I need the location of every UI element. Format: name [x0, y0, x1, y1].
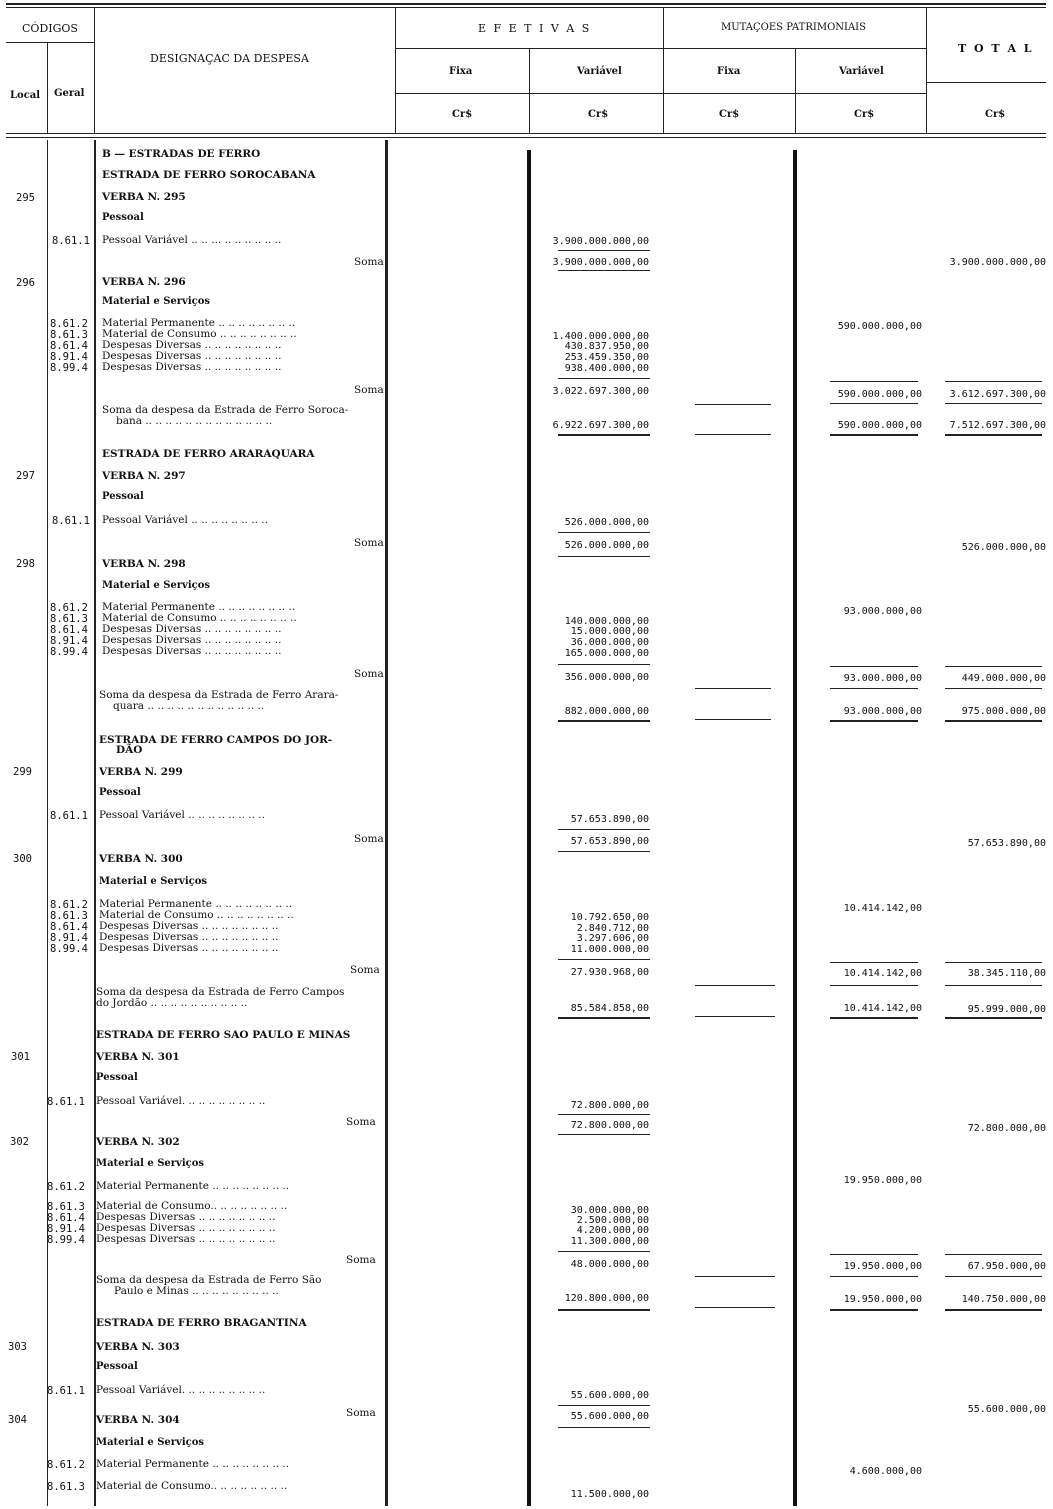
item-label: Despesas Diversas .. .. .. .. .. .. .. ..: [99, 931, 279, 943]
efetiva-variavel-value: 3.297.606,00: [576, 933, 649, 944]
soma-label: Soma: [346, 1407, 376, 1419]
mutacao-variavel-value: 93.000.000,00: [843, 606, 922, 617]
header-mutacoes: MUTAÇOES PATRIMONIAIS: [721, 22, 866, 33]
item-label: Despesas Diversas .. .. .. .. .. .. .. ..: [102, 645, 282, 657]
category-label: Pessoal: [96, 1072, 138, 1083]
total-value: 95.999.000,00: [967, 1004, 1046, 1015]
efetiva-variavel-value: 2.500.000,00: [576, 1215, 649, 1226]
item-label: Pessoal Variável .. .. .. .. .. .. .. ..: [102, 514, 268, 526]
total-value: 975.000.000,00: [961, 706, 1046, 717]
efetiva-variavel-value: 6.922.697.300,00: [552, 420, 649, 431]
geral-code: 8.99.4: [50, 646, 88, 658]
railway-heading: ESTRADA DE FERRO SOROCABANA: [102, 169, 316, 181]
item-label: Material Permanente .. .. .. .. .. .. .. ..: [102, 601, 296, 613]
mutacao-variavel-value: 19.950.000,00: [843, 1294, 922, 1305]
efetiva-variavel-value: 36.000.000,00: [570, 637, 649, 648]
total-value: 67.950.000,00: [967, 1261, 1046, 1272]
local-code: 301: [11, 1051, 30, 1063]
category-label: Material e Serviços: [99, 876, 208, 887]
geral-code: 8.61.4: [50, 624, 88, 636]
item-label: Despesas Diversas .. .. .. .. .. .. .. ..: [102, 634, 282, 646]
geral-code: 8.61.3: [47, 1201, 85, 1213]
soma-label: Soma: [354, 537, 384, 549]
efetiva-variavel-value: 55.600.000,00: [570, 1390, 649, 1401]
geral-code: 8.99.4: [50, 943, 88, 955]
local-code: 298: [16, 558, 35, 570]
geral-code: 8.91.4: [50, 932, 88, 944]
item-label: Material Permanente .. .. .. .. .. .. .. ..: [102, 317, 296, 329]
subtotal-label-line2: bana .. .. .. .. .. .. .. .. .. .. .. .. ..: [116, 415, 273, 427]
category-label: Pessoal: [99, 787, 141, 798]
verba-label: VERBA N. 296: [102, 276, 186, 288]
efetiva-variavel-value: 72.800.000,00: [570, 1100, 649, 1111]
railway-heading-line1: ESTRADA DE FERRO CAMPOS DO JOR-: [99, 734, 333, 746]
verba-label: VERBA N. 304: [96, 1414, 180, 1426]
geral-code: 8.99.4: [50, 362, 88, 374]
efetiva-variavel-value: 430.837.950,00: [564, 341, 649, 352]
verba-label: VERBA N. 298: [102, 558, 186, 570]
geral-code: 8.61.1: [47, 1096, 85, 1108]
item-label: Material de Consumo .. .. .. .. .. .. .. ..: [99, 909, 294, 921]
efetiva-variavel-value: 2.840.712,00: [576, 923, 649, 934]
total-value: 3.612.697.300,00: [949, 389, 1046, 400]
item-label: Material Permanente .. .. .. .. .. .. .. ..: [99, 898, 293, 910]
local-code: 304: [8, 1414, 27, 1426]
efetiva-variavel-value: 55.600.000,00: [570, 1411, 649, 1422]
verba-label: VERBA N. 302: [96, 1136, 180, 1148]
railway-heading: ESTRADA DE FERRO ARARAQUARA: [102, 448, 315, 460]
geral-code: 8.61.4: [47, 1212, 85, 1224]
local-code: 297: [16, 470, 35, 482]
geral-code: 8.61.4: [50, 340, 88, 352]
railway-heading: ESTRADA DE FERRO BRAGANTINA: [96, 1317, 307, 1329]
verba-label: VERBA N. 297: [102, 470, 186, 482]
subtotal-label-line1: Soma da despesa da Estrada de Ferro Soroca-: [102, 404, 349, 416]
currency-efetivas-variavel: Cr$: [588, 109, 609, 120]
geral-code: 8.61.3: [50, 613, 88, 625]
category-label: Pessoal: [102, 212, 144, 223]
mutacao-variavel-value: 93.000.000,00: [843, 673, 922, 684]
soma-label: Soma: [354, 833, 384, 845]
subtotal-label-line1: Soma da despesa da Estrada de Ferro Campos: [96, 986, 345, 998]
currency-efetivas-fixa: Cr$: [452, 109, 473, 120]
efetiva-variavel-value: 57.653.890,00: [570, 814, 649, 825]
efetiva-variavel-value: 11.000.000,00: [570, 944, 649, 955]
item-label: Pessoal Variável .. .. .. .. .. .. .. ..: [99, 809, 265, 821]
total-value: 38.345.110,00: [967, 968, 1046, 979]
local-code: 302: [10, 1136, 29, 1148]
efetiva-variavel-value: 526.000.000,00: [564, 517, 649, 528]
geral-code: 8.61.3: [50, 910, 88, 922]
mutacao-variavel-value: 590.000.000,00: [837, 389, 922, 400]
verba-label: VERBA N. 295: [102, 191, 186, 203]
efetiva-variavel-value: 526.000.000,00: [564, 540, 649, 551]
item-label: Despesas Diversas .. .. .. .. .. .. .. ..: [96, 1222, 276, 1234]
total-value: 7.512.697.300,00: [949, 420, 1046, 431]
soma-label: Soma: [354, 384, 384, 396]
category-label: Material e Serviços: [96, 1158, 205, 1169]
local-code: 300: [13, 853, 32, 865]
soma-label: Soma: [354, 668, 384, 680]
total-value: 449.000.000,00: [961, 673, 1046, 684]
item-label: Despesas Diversas .. .. .. .. .. .. .. ..: [102, 623, 282, 635]
geral-code: 8.91.4: [50, 351, 88, 363]
efetiva-variavel-value: 30.000.000,00: [570, 1205, 649, 1216]
mutacao-variavel-value: 19.950.000,00: [843, 1261, 922, 1272]
category-label: Material e Serviços: [102, 580, 211, 591]
item-label: Material Permanente .. .. .. .. .. .. .. ..: [96, 1180, 290, 1192]
item-label: Pessoal Variável. .. .. .. .. .. .. .. ..: [96, 1384, 266, 1396]
total-value: 3.900.000.000,00: [949, 257, 1046, 268]
category-label: Pessoal: [96, 1361, 138, 1372]
local-code: 296: [16, 277, 35, 289]
geral-code: 8.61.1: [50, 810, 88, 822]
verba-label: VERBA N. 299: [99, 766, 183, 778]
efetiva-variavel-value: 72.800.000,00: [570, 1120, 649, 1131]
efetiva-variavel-value: 57.653.890,00: [570, 836, 649, 847]
header-efetivas-variavel: Variável: [577, 66, 622, 77]
category-label: Material e Serviços: [102, 296, 211, 307]
geral-code: 8.61.2: [50, 318, 88, 330]
category-label: Pessoal: [102, 491, 144, 502]
efetiva-variavel-value: 253.459.350,00: [564, 352, 649, 363]
currency-mutacoes-variavel: Cr$: [854, 109, 875, 120]
mutacao-variavel-value: 590.000.000,00: [837, 420, 922, 431]
railway-heading-line2: DÃO: [116, 744, 143, 756]
subtotal-label-line1: Soma da despesa da Estrada de Ferro São: [96, 1274, 322, 1286]
geral-code: 8.61.1: [52, 235, 90, 247]
efetiva-variavel-value: 11.300.000,00: [570, 1236, 649, 1247]
item-label: Material de Consumo .. .. .. .. .. .. .. ..: [102, 612, 297, 624]
soma-label: Soma: [346, 1116, 376, 1128]
geral-code: 8.61.1: [52, 515, 90, 527]
item-label: Despesas Diversas .. .. .. .. .. .. .. ..: [96, 1233, 276, 1245]
total-value: 57.653.890,00: [967, 838, 1046, 849]
efetiva-variavel-value: 11.500.000,00: [570, 1489, 649, 1500]
efetiva-variavel-value: 938.400.000,00: [564, 363, 649, 374]
efetiva-variavel-value: 15.000.000,00: [570, 626, 649, 637]
section-title: B — ESTRADAS DE FERRO: [102, 148, 261, 160]
item-label: Material de Consumo .. .. .. .. .. .. .. ..: [102, 328, 297, 340]
efetiva-variavel-value: 48.000.000,00: [570, 1259, 649, 1270]
mutacao-variavel-value: 10.414.142,00: [843, 968, 922, 979]
header-geral: Geral: [54, 88, 85, 99]
geral-code: 8.61.3: [47, 1481, 85, 1493]
geral-code: 8.61.3: [50, 329, 88, 341]
item-label: Material Permanente .. .. .. .. .. .. .. ..: [96, 1458, 290, 1470]
subtotal-label-line2: Paulo e Minas .. .. .. .. .. .. .. .. ..: [114, 1285, 279, 1297]
item-label: Pessoal Variável .. .. ... .. .. .. .. .. ..: [102, 234, 282, 246]
mutacao-variavel-value: 590.000.000,00: [837, 321, 922, 332]
local-code: 295: [16, 192, 35, 204]
mutacao-variavel-value: 10.414.142,00: [843, 903, 922, 914]
subtotal-label-line2: do Jordão .. .. .. .. .. .. .. .. .. ..: [96, 997, 248, 1009]
header-efetivas: E F E T I V A S: [478, 22, 592, 35]
item-label: Despesas Diversas .. .. .. .. .. .. .. ..: [99, 920, 279, 932]
item-label: Despesas Diversas .. .. .. .. .. .. .. ..: [102, 350, 282, 362]
item-label: Pessoal Variável. .. .. .. .. .. .. .. ..: [96, 1095, 266, 1107]
subtotal-label-line2: quara .. .. .. .. .. .. .. .. .. .. .. ..: [113, 700, 265, 712]
geral-code: 8.61.2: [50, 602, 88, 614]
item-label: Despesas Diversas .. .. .. .. .. .. .. ..: [102, 339, 282, 351]
geral-code: 8.99.4: [47, 1234, 85, 1246]
item-label: Despesas Diversas .. .. .. .. .. .. .. ..: [99, 942, 279, 954]
soma-label: Soma: [346, 1254, 376, 1266]
efetiva-variavel-value: 3.900.000.000,00: [552, 236, 649, 247]
soma-label: Soma: [350, 964, 380, 976]
mutacao-variavel-value: 4.600.000,00: [849, 1466, 922, 1477]
mutacao-variavel-value: 10.414.142,00: [843, 1003, 922, 1014]
header-efetivas-fixa: Fixa: [449, 66, 473, 77]
efetiva-variavel-value: 4.200.000,00: [576, 1225, 649, 1236]
header-mutacoes-variavel: Variável: [839, 66, 884, 77]
geral-code: 8.61.2: [50, 899, 88, 911]
mutacao-variavel-value: 19.950.000,00: [843, 1175, 922, 1186]
total-value: 72.800.000,00: [967, 1123, 1046, 1134]
verba-label: VERBA N. 301: [96, 1051, 180, 1063]
total-value: 55.600.000,00: [967, 1404, 1046, 1415]
efetiva-variavel-value: 140.000.000,00: [564, 616, 649, 627]
item-label: Material de Consumo.. .. .. .. .. .. .. ..: [96, 1200, 288, 1212]
header-mutacoes-fixa: Fixa: [717, 66, 741, 77]
subtotal-label-line1: Soma da despesa da Estrada de Ferro Arara-: [99, 689, 339, 701]
item-label: Despesas Diversas .. .. .. .. .. .. .. ..: [102, 361, 282, 373]
railway-heading: ESTRADA DE FERRO SAO PAULO E MINAS: [96, 1029, 351, 1041]
soma-label: Soma: [354, 256, 384, 268]
verba-label: VERBA N. 300: [99, 853, 183, 865]
geral-code: 8.91.4: [47, 1223, 85, 1235]
verba-label: VERBA N. 303: [96, 1341, 180, 1353]
local-code: 303: [8, 1341, 27, 1353]
geral-code: 8.61.2: [47, 1181, 85, 1193]
total-value: 140.750.000,00: [961, 1294, 1046, 1305]
efetiva-variavel-value: 1.400.000.000,00: [552, 331, 649, 342]
efetiva-variavel-value: 85.584.858,00: [570, 1003, 649, 1014]
currency-mutacoes-fixa: Cr$: [719, 109, 740, 120]
efetiva-variavel-value: 3.022.697.300,00: [552, 386, 649, 397]
item-label: Despesas Diversas .. .. .. .. .. .. .. ..: [96, 1211, 276, 1223]
header-local: Local: [10, 90, 41, 101]
efetiva-variavel-value: 120.800.000,00: [564, 1293, 649, 1304]
total-value: 526.000.000,00: [961, 542, 1046, 553]
efetiva-variavel-value: 165.000.000,00: [564, 648, 649, 659]
geral-code: 8.61.2: [47, 1459, 85, 1471]
efetiva-variavel-value: 356.000.000,00: [564, 672, 649, 683]
geral-code: 8.61.1: [47, 1385, 85, 1397]
efetiva-variavel-value: 10.792.650,00: [570, 912, 649, 923]
efetiva-variavel-value: 882.000.000,00: [564, 706, 649, 717]
efetiva-variavel-value: 27.930.968,00: [570, 967, 649, 978]
header-designacao: DESIGNAÇAC DA DESPESA: [150, 52, 309, 65]
item-label: Material de Consumo.. .. .. .. .. .. .. ..: [96, 1480, 288, 1492]
header-total: T O T A L: [958, 42, 1034, 55]
mutacao-variavel-value: 93.000.000,00: [843, 706, 922, 717]
efetiva-variavel-value: 3.900.000.000,00: [552, 257, 649, 268]
geral-code: 8.91.4: [50, 635, 88, 647]
header-codigos: CÓDIGOS: [22, 22, 78, 35]
category-label: Material e Serviços: [96, 1437, 205, 1448]
geral-code: 8.61.4: [50, 921, 88, 933]
currency-total: Cr$: [985, 109, 1006, 120]
local-code: 299: [13, 766, 32, 778]
